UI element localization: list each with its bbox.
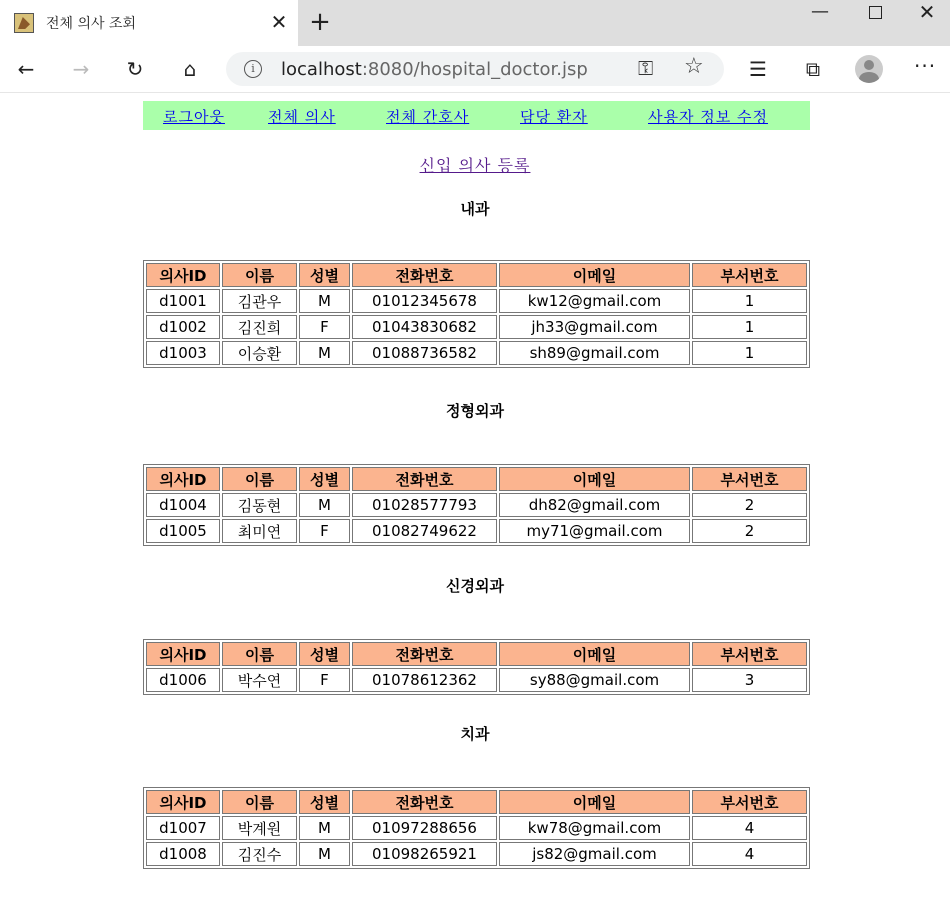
- cell-name: 김동현: [222, 493, 297, 517]
- cell-name: 이승환: [222, 341, 297, 365]
- table-header-row: [146, 263, 807, 287]
- reload-icon[interactable]: ↻: [126, 57, 144, 81]
- table-row: [146, 493, 807, 517]
- cell-name: 김진희: [222, 315, 297, 339]
- header-gender: 성별: [299, 263, 350, 287]
- header-email: 이메일: [499, 467, 690, 491]
- dept-title: 정형외과: [446, 402, 504, 420]
- header-gender: 성별: [299, 790, 350, 814]
- header-gender: 성별: [299, 642, 350, 666]
- header-dept-no: 부서번호: [692, 642, 807, 666]
- header-dept-no: 부서번호: [692, 790, 807, 814]
- header-phone: 전화번호: [352, 642, 497, 666]
- cell-email: kw12@gmail.com: [499, 289, 690, 313]
- cell-email: js82@gmail.com: [499, 842, 690, 866]
- home-icon[interactable]: ⌂: [183, 57, 197, 81]
- cell-id: d1005: [146, 519, 220, 543]
- table-header-row: [146, 642, 807, 666]
- table-header-row: [146, 467, 807, 491]
- header-id: 의사ID: [146, 467, 220, 491]
- cell-email: kw78@gmail.com: [499, 816, 690, 840]
- cell-gender: M: [299, 289, 350, 313]
- cell-phone: 01098265921: [352, 842, 497, 866]
- header-email: 이메일: [499, 642, 690, 666]
- doctor-table: [143, 787, 810, 869]
- cell-id: d1007: [146, 816, 220, 840]
- cell-phone: 01043830682: [352, 315, 497, 339]
- cell-id: d1006: [146, 668, 220, 692]
- table-row: [146, 315, 807, 339]
- close-tab-icon[interactable]: ✕: [270, 10, 288, 34]
- cell-dept: 2: [692, 519, 807, 543]
- nav-patients[interactable]: 담당 환자: [520, 108, 588, 126]
- header-dept-no: 부서번호: [692, 467, 807, 491]
- nav-all-nurses[interactable]: 전체 간호사: [386, 108, 470, 126]
- favorite-star-icon[interactable]: ☆: [684, 54, 704, 79]
- favorites-icon[interactable]: ☰: [749, 57, 767, 81]
- header-id: 의사ID: [146, 642, 220, 666]
- cell-dept: 1: [692, 289, 807, 313]
- back-icon[interactable]: ←: [17, 57, 35, 81]
- window-close-icon[interactable]: ✕: [918, 0, 936, 24]
- key-icon[interactable]: ⚿: [638, 56, 654, 80]
- table-header-row: [146, 790, 807, 814]
- cell-dept: 3: [692, 668, 807, 692]
- header-name: 이름: [222, 642, 297, 666]
- cell-email: dh82@gmail.com: [499, 493, 690, 517]
- header-phone: 전화번호: [352, 467, 497, 491]
- more-menu-icon[interactable]: ···: [914, 54, 937, 78]
- cell-gender: M: [299, 493, 350, 517]
- cell-dept: 2: [692, 493, 807, 517]
- cell-email: sh89@gmail.com: [499, 341, 690, 365]
- cell-dept: 1: [692, 315, 807, 339]
- header-id: 의사ID: [146, 263, 220, 287]
- cell-gender: M: [299, 842, 350, 866]
- collections-icon[interactable]: ⧉: [805, 57, 821, 81]
- profile-avatar[interactable]: [855, 55, 883, 83]
- cell-phone: 01028577793: [352, 493, 497, 517]
- favicon-icon: [14, 13, 34, 33]
- cell-gender: M: [299, 341, 350, 365]
- cell-id: d1001: [146, 289, 220, 313]
- cell-dept: 4: [692, 842, 807, 866]
- cell-email: my71@gmail.com: [499, 519, 690, 543]
- cell-phone: 01088736582: [352, 341, 497, 365]
- cell-name: 박계원: [222, 816, 297, 840]
- cell-name: 김진수: [222, 842, 297, 866]
- cell-gender: F: [299, 519, 350, 543]
- header-dept-no: 부서번호: [692, 263, 807, 287]
- cell-name: 박수연: [222, 668, 297, 692]
- header-name: 이름: [222, 263, 297, 287]
- cell-phone: 01012345678: [352, 289, 497, 313]
- cell-id: d1004: [146, 493, 220, 517]
- header-gender: 성별: [299, 467, 350, 491]
- url-path: :8080/hospital_doctor.jsp: [361, 59, 588, 80]
- dept-title: 신경외과: [446, 577, 504, 595]
- url-text[interactable]: [281, 59, 588, 80]
- cell-id: d1003: [146, 341, 220, 365]
- info-icon[interactable]: i: [244, 60, 262, 78]
- forward-icon[interactable]: →: [72, 57, 90, 81]
- table-row: [146, 289, 807, 313]
- dept-title: 치과: [460, 725, 490, 743]
- header-name: 이름: [222, 790, 297, 814]
- dept-title: 내과: [460, 200, 490, 218]
- address-bar[interactable]: [226, 52, 724, 86]
- register-doctor-link[interactable]: 신입 의사 등록: [419, 156, 531, 175]
- cell-email: sy88@gmail.com: [499, 668, 690, 692]
- url-host: localhost: [281, 59, 362, 80]
- nav-logout[interactable]: 로그아웃: [163, 108, 225, 126]
- cell-email: jh33@gmail.com: [499, 315, 690, 339]
- cell-dept: 1: [692, 341, 807, 365]
- nav-edit-user[interactable]: 사용자 정보 수정: [648, 108, 768, 126]
- header-name: 이름: [222, 467, 297, 491]
- header-phone: 전화번호: [352, 263, 497, 287]
- table-row: [146, 668, 807, 692]
- nav-bar: [143, 101, 810, 130]
- cell-id: d1002: [146, 315, 220, 339]
- tab-title: 전체 의사 조회: [46, 16, 137, 32]
- new-tab-icon[interactable]: +: [309, 7, 331, 37]
- table-row: [146, 816, 807, 840]
- cell-name: 김관우: [222, 289, 297, 313]
- cell-gender: F: [299, 668, 350, 692]
- register-row: [0, 153, 950, 176]
- cell-id: d1008: [146, 842, 220, 866]
- cell-name: 최미연: [222, 519, 297, 543]
- cell-phone: 01078612362: [352, 668, 497, 692]
- header-id: 의사ID: [146, 790, 220, 814]
- table-row: [146, 519, 807, 543]
- minimize-icon[interactable]: —: [811, 1, 829, 22]
- cell-phone: 01082749622: [352, 519, 497, 543]
- cell-gender: F: [299, 315, 350, 339]
- table-row: [146, 842, 807, 866]
- browser-tab[interactable]: [0, 0, 298, 46]
- cell-gender: M: [299, 816, 350, 840]
- browser-toolbar: [0, 46, 950, 93]
- doctor-table: [143, 260, 810, 368]
- browser-tab-strip: [0, 0, 950, 46]
- cell-phone: 01097288656: [352, 816, 497, 840]
- header-email: 이메일: [499, 790, 690, 814]
- maximize-icon[interactable]: [852, 0, 898, 32]
- nav-all-doctors[interactable]: 전체 의사: [268, 108, 336, 126]
- table-row: [146, 341, 807, 365]
- cell-dept: 4: [692, 816, 807, 840]
- header-phone: 전화번호: [352, 790, 497, 814]
- doctor-table: [143, 464, 810, 546]
- header-email: 이메일: [499, 263, 690, 287]
- doctor-table: [143, 639, 810, 695]
